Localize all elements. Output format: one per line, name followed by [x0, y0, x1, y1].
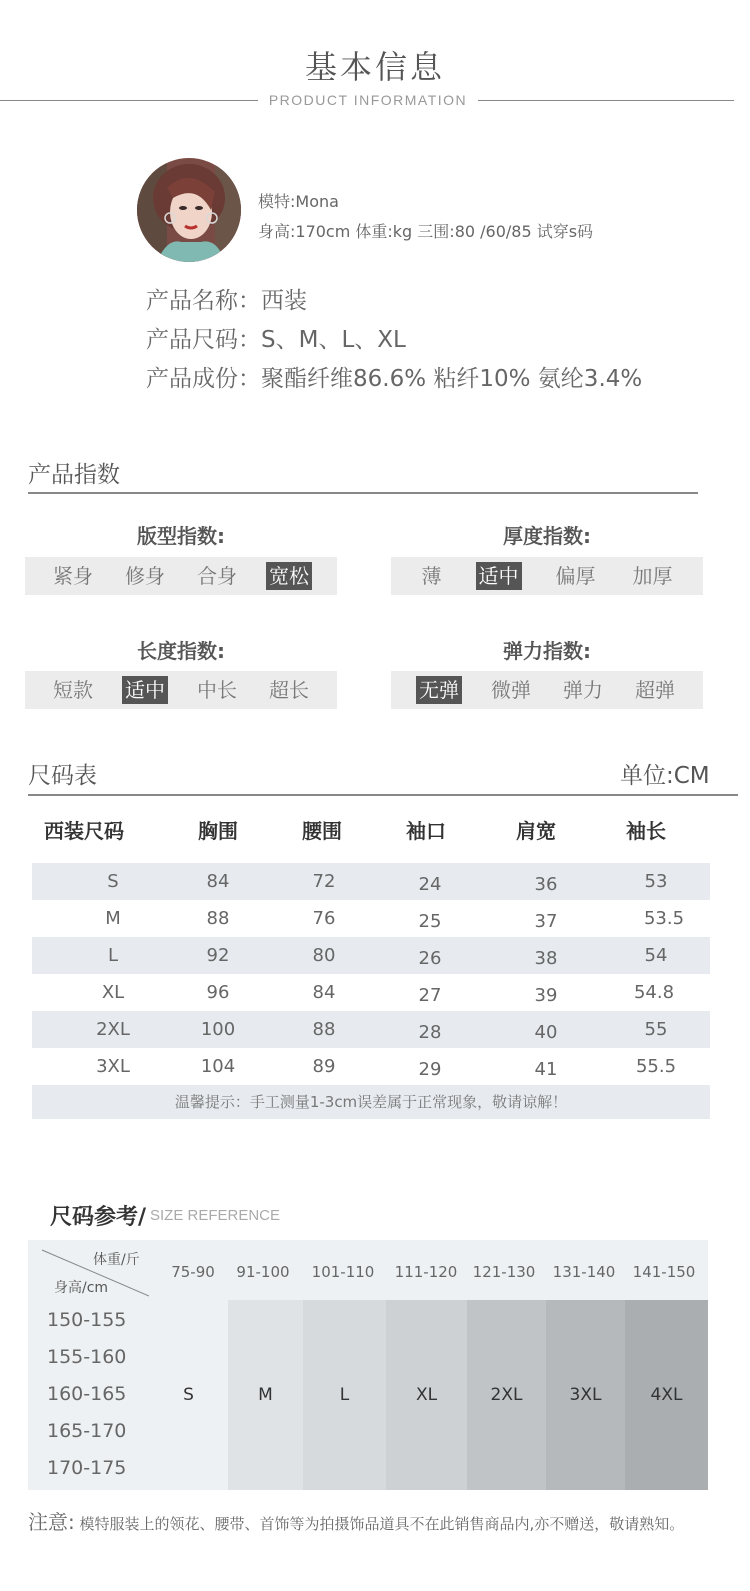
length-option-mid-long: 中长	[197, 678, 237, 702]
table-cell: 3XL	[96, 1056, 130, 1077]
model-name: 模特:Mona	[258, 192, 339, 211]
table-cell: 53.5	[643, 908, 685, 929]
weight-range: 101-110	[311, 1263, 375, 1281]
thickness-option-thick: 偏厚	[555, 564, 596, 588]
table-cell: 76	[312, 908, 336, 929]
size-table-unit: 单位:CM	[620, 763, 710, 789]
table-row	[32, 863, 710, 900]
table-cell: 80	[312, 945, 336, 966]
page-subtitle: PRODUCT INFORMATION	[268, 92, 468, 108]
height-range: 160-165	[47, 1383, 127, 1405]
table-cell: S	[107, 871, 119, 892]
note-lead: 注意:	[28, 1510, 75, 1534]
thickness-index-title: 厚度指数:	[503, 524, 591, 548]
product-name: 产品名称：西装	[146, 288, 307, 314]
table-cell: 84	[312, 982, 336, 1003]
weight-axis-label: 体重/斤	[93, 1252, 140, 1268]
divider	[0, 100, 258, 101]
height-range: 155-160	[47, 1346, 127, 1368]
fit-index-title: 版型指数:	[137, 524, 225, 548]
table-cell: 24	[418, 874, 442, 895]
table-cell: 38	[534, 948, 558, 969]
table-cell: XL	[101, 982, 125, 1003]
size-column	[625, 1300, 708, 1490]
product-material: 产品成份：聚酯纤维86.6% 粘纤10% 氨纶3.4%	[146, 366, 643, 392]
model-avatar	[137, 158, 241, 262]
height-range: 150-155	[47, 1309, 127, 1331]
length-option-medium: 适中	[122, 676, 168, 704]
size-label: M	[258, 1385, 273, 1405]
table-row	[32, 1048, 710, 1085]
size-reference-title: 尺码参考/	[50, 1205, 147, 1230]
table-cell: L	[107, 945, 119, 966]
table-cell: 36	[534, 874, 558, 895]
fit-option-loose: 宽松	[266, 562, 312, 590]
divider	[28, 794, 738, 796]
size-table-header: 腰围	[302, 819, 342, 843]
section-heading-indices: 产品指数	[28, 462, 120, 488]
table-cell: 96	[206, 982, 230, 1003]
size-column	[303, 1300, 386, 1490]
model-stats: 身高:170cm 体重:kg 三围:80 /60/85 试穿s码	[258, 222, 594, 241]
note-text: 模特服装上的领花、腰带、首饰等为拍摄饰品道具不在此销售商品内,亦不赠送，敬请熟知。	[74, 1515, 685, 1533]
table-row	[32, 900, 710, 937]
fit-index-bar	[25, 557, 337, 595]
elasticity-option-super: 超弹	[635, 678, 675, 702]
weight-range: 75-90	[171, 1263, 215, 1281]
length-index-bar	[25, 671, 337, 709]
length-index-title: 长度指数:	[137, 639, 225, 663]
elasticity-index-bar	[391, 671, 703, 709]
thickness-option-thin: 薄	[421, 564, 442, 588]
thickness-option-extra-thick: 加厚	[632, 564, 673, 588]
weight-range: 121-130	[472, 1263, 536, 1281]
size-table-header: 袖口	[406, 819, 446, 843]
table-cell: 27	[418, 985, 442, 1006]
table-row	[32, 937, 710, 974]
size-label: XL	[415, 1385, 438, 1405]
table-cell: 53	[644, 871, 668, 892]
table-cell: 54.8	[633, 982, 675, 1003]
table-cell: 2XL	[96, 1019, 130, 1040]
length-option-short: 短款	[53, 678, 93, 702]
height-range: 165-170	[47, 1420, 127, 1442]
height-range: 170-175	[47, 1457, 127, 1479]
size-column	[546, 1300, 625, 1490]
size-label: L	[339, 1385, 350, 1405]
product-sizes: 产品尺码：S、M、L、XL	[146, 327, 406, 353]
measurement-tip: 温馨提示：手工测量1-3cm误差属于正常现象，敬请谅解！	[32, 1085, 710, 1119]
table-cell: 29	[418, 1059, 442, 1080]
footer-note	[28, 1506, 684, 1535]
elasticity-index-title: 弹力指数:	[503, 639, 591, 663]
fit-option-regular: 合身	[197, 564, 237, 588]
table-cell: 55.5	[635, 1056, 677, 1077]
size-column	[386, 1300, 467, 1490]
size-table-header: 西装尺码	[44, 819, 124, 843]
table-cell: 104	[200, 1056, 236, 1077]
size-reference-subtitle: SIZE REFERENCE	[150, 1207, 281, 1224]
table-cell: 89	[312, 1056, 336, 1077]
fit-option-slim: 修身	[125, 564, 165, 588]
thickness-option-medium: 适中	[476, 562, 522, 590]
divider	[478, 100, 734, 101]
weight-range: 131-140	[552, 1263, 616, 1281]
size-label: 2XL	[490, 1385, 523, 1405]
table-cell: 88	[206, 908, 230, 929]
size-column	[228, 1300, 303, 1490]
fit-option-tight: 紧身	[53, 564, 93, 588]
table-cell: M	[105, 908, 121, 929]
size-label: 3XL	[569, 1385, 602, 1405]
table-cell: 92	[206, 945, 230, 966]
thickness-index-bar	[391, 557, 703, 595]
height-axis-label: 身高/cm	[54, 1280, 109, 1296]
table-cell: 84	[206, 871, 230, 892]
section-heading-size-table: 尺码表	[28, 763, 97, 789]
size-column	[149, 1300, 228, 1490]
elasticity-option-none: 无弹	[416, 676, 462, 704]
table-cell: 41	[534, 1059, 558, 1080]
table-cell: 25	[418, 911, 442, 932]
table-cell: 37	[534, 911, 558, 932]
table-cell: 28	[418, 1022, 442, 1043]
weight-range: 141-150	[632, 1263, 696, 1281]
size-table-header: 肩宽	[516, 819, 556, 843]
divider	[28, 492, 698, 494]
table-cell: 39	[534, 985, 558, 1006]
table-cell: 55	[644, 1019, 668, 1040]
table-cell: 26	[418, 948, 442, 969]
weight-range: 111-120	[394, 1263, 458, 1281]
table-cell: 40	[534, 1022, 558, 1043]
size-label: 4XL	[650, 1385, 683, 1405]
table-cell: 100	[200, 1019, 236, 1040]
size-table-header: 袖长	[626, 819, 666, 843]
size-table-header: 胸围	[198, 819, 238, 843]
table-cell: 54	[644, 945, 668, 966]
table-row	[32, 974, 710, 1011]
table-cell: 88	[312, 1019, 336, 1040]
size-label: S	[183, 1385, 194, 1405]
elasticity-option-elastic: 弹力	[563, 678, 603, 702]
size-column	[467, 1300, 546, 1490]
table-row	[32, 1011, 710, 1048]
weight-range: 91-100	[236, 1263, 290, 1281]
length-option-extra-long: 超长	[269, 678, 309, 702]
elasticity-option-slight: 微弹	[491, 678, 531, 702]
page-title: 基本信息	[304, 48, 445, 86]
table-cell: 72	[312, 871, 336, 892]
